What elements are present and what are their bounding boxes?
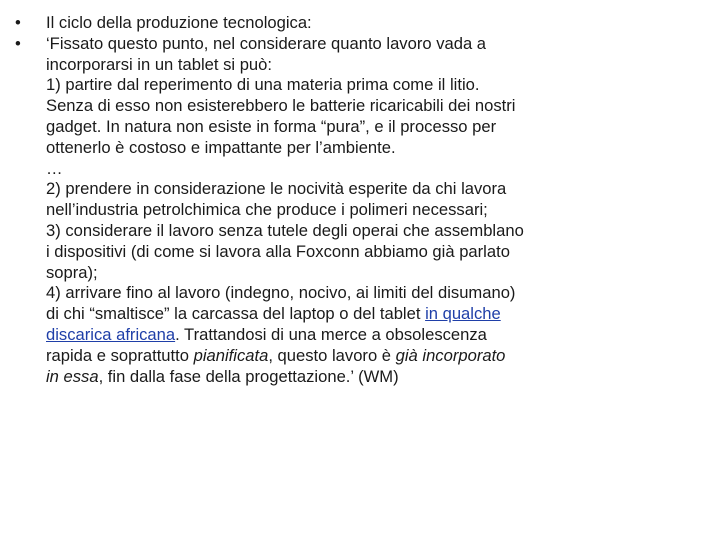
bullet-list bbox=[15, 13, 635, 387]
quote-line: incorporarsi in un tablet si può: bbox=[46, 54, 272, 74]
quote-line: gadget. In natura non esiste in forma “pura”, e il processo per bbox=[46, 116, 497, 136]
quote-text: rapida e soprattutto bbox=[46, 345, 194, 365]
quote-text: , fin dalla fase della progettazione.’ (WM) bbox=[98, 366, 399, 386]
quote-line: Senza di esso non esisterebbero le batterie ricaricabili dei nostri bbox=[46, 96, 516, 116]
quote-line: … bbox=[46, 158, 63, 178]
discarica-link-continued[interactable]: discarica africana bbox=[46, 324, 176, 344]
quote-text: . Trattandosi di una merce a obsolescenza bbox=[175, 324, 487, 344]
quote-text: , questo lavoro è bbox=[268, 345, 396, 365]
quote-line bbox=[46, 304, 635, 325]
quote-line: 4) arrivare fino al lavoro (indegno, nocivo, ai limiti del disumano) bbox=[46, 283, 516, 303]
quote-line: 1) partire dal reperimento di una materia prima come il litio. bbox=[46, 75, 480, 95]
quote-line bbox=[46, 367, 635, 388]
discarica-link[interactable]: in qualche bbox=[425, 304, 501, 324]
quote-line bbox=[46, 346, 635, 367]
italic-text: pianificata bbox=[193, 345, 269, 365]
italic-text: in essa bbox=[46, 366, 99, 386]
bullet-icon: • bbox=[15, 33, 21, 53]
item1-text: Il ciclo della produzione tecnologica: bbox=[46, 13, 312, 32]
quote-text: di chi “smaltisce” la carcassa del laptop o del tablet bbox=[46, 304, 426, 324]
quote-line: sopra); bbox=[46, 262, 98, 282]
quote-line: i dispositivi (di come si lavora alla Foxconn abbiamo già parlato bbox=[46, 241, 510, 261]
quote-line: nell’industria petrolchimica che produce i polimeri necessari; bbox=[46, 200, 488, 220]
bullet-icon: • bbox=[15, 13, 21, 32]
quote-line: 2) prendere in considerazione le nocività esperite da chi lavora bbox=[46, 179, 507, 199]
italic-text: già incorporato bbox=[395, 345, 506, 365]
quote-line: 3) considerare il lavoro senza tutele degli operai che assemblano bbox=[46, 220, 524, 240]
bullet-item-1 bbox=[15, 13, 635, 34]
bullet-item-2 bbox=[15, 34, 635, 388]
quote-line: ottenerlo è costoso e impattante per l’ambiente. bbox=[46, 137, 396, 157]
quote-line: ‘Fissato questo punto, nel considerare quanto lavoro vada a bbox=[46, 33, 487, 53]
quote-line bbox=[46, 325, 635, 346]
